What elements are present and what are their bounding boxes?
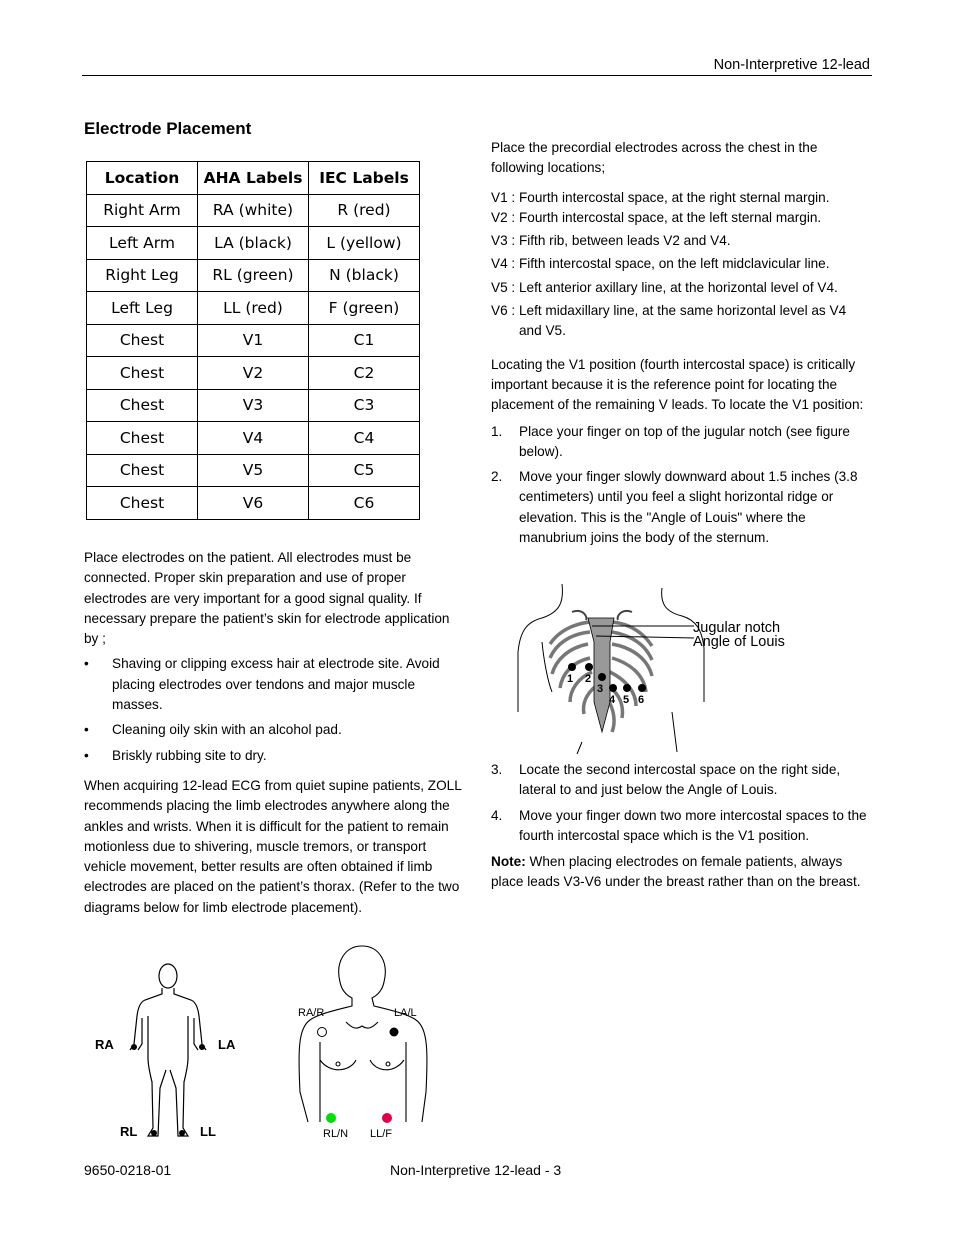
- table-row: [87, 259, 420, 292]
- table-row: [87, 454, 420, 487]
- note-paragraph: [491, 852, 871, 893]
- prep-paragraph: Place electrodes on the patient. All electrodes must be connected. Proper skin preparation and use of proper electrodes are very important for a good signal quality. If necessary prepare the patient’s skin for electrode application by ;: [84, 550, 450, 647]
- lead-point-label: 1: [567, 673, 574, 685]
- steps-list-a: [491, 422, 871, 549]
- step-number: 4.: [491, 807, 503, 823]
- table-cell: LA (black): [198, 227, 309, 260]
- list-item: [491, 760, 871, 801]
- step-text: Place your finger on top of the jugular notch (see figure below).: [519, 423, 850, 459]
- table-cell: Chest: [87, 487, 198, 520]
- list-item: V3 : Fifth rib, between leads V2 and V4.: [491, 233, 731, 249]
- limb-paragraph: When acquiring 12-lead ECG from quiet supine patients, ZOLL recommends placing the limb electrodes anywhere along the ankles and wrists. When it is difficult for the patient to remain motionless due to shivering, muscle tremors, or transport vehicle movement, better results are often obtained if limb electrodes are placed on the patient’s thorax. (Refer to the two diagrams below for limb electrode placement).: [84, 777, 462, 915]
- limb-label-ll: LL: [200, 1124, 216, 1139]
- table-cell: R (red): [309, 194, 420, 227]
- table-cell: LL (red): [198, 292, 309, 325]
- limb-label-la: LA: [218, 1037, 236, 1052]
- footer-doc-number: 9650-0218-01: [84, 1162, 172, 1178]
- step-text: Move your finger down two more intercostal spaces to the fourth intercostal space which is the V1 position.: [519, 807, 867, 843]
- table-cell: Left Leg: [87, 292, 198, 325]
- table-cell: C6: [309, 487, 420, 520]
- table-cell: Chest: [87, 357, 198, 390]
- step-number: 1.: [491, 423, 503, 439]
- step-text: Move your finger slowly downward about 1.5 inches (3.8 centimeters) until you feel a slight horizontal ridge or elevation. This is the "Angle of Louis" where the manubrium joins the body of the sternum.: [519, 469, 858, 546]
- limb-placement-diagram: [90, 958, 250, 1148]
- table-cell: V1: [198, 324, 309, 357]
- table-cell: F (green): [309, 292, 420, 325]
- limb-label-rl: RL: [120, 1124, 138, 1139]
- list-item: • Shaving or clipping excess hair at electrode site. Avoid placing electrodes over tendons and major muscle masses.: [84, 654, 464, 715]
- table-cell: Left Arm: [87, 227, 198, 260]
- table-cell: C2: [309, 357, 420, 390]
- table-cell: N (black): [309, 259, 420, 292]
- list-item: • Briskly rubbing site to dry.: [84, 746, 464, 766]
- list-item-continued: and V5.: [519, 323, 566, 339]
- table-cell: Right Arm: [87, 194, 198, 227]
- lead-point-label: 3: [597, 683, 604, 695]
- list-item: V2 : Fourth intercostal space, at the left sternal margin.: [491, 209, 822, 225]
- torso-label-la: LA/L: [394, 1007, 417, 1019]
- step-number: 3.: [491, 762, 503, 777]
- list-item: [491, 467, 871, 548]
- torso-placement-diagram: [290, 942, 435, 1142]
- prep-list: [84, 654, 464, 765]
- table-row: [87, 292, 420, 325]
- electrode-table: [86, 161, 420, 520]
- table-cell: Chest: [87, 422, 198, 455]
- table-cell: RL (green): [198, 259, 309, 292]
- table-row: [87, 487, 420, 520]
- note-text: When placing electrodes on female patients, always place leads V3-V6 under the breast rather than on the breast.: [491, 854, 861, 890]
- table-cell: L (yellow): [309, 227, 420, 260]
- precordial-intro: Place the precordial electrodes across the chest in the following locations;: [491, 140, 818, 176]
- table-cell: Right Leg: [87, 259, 198, 292]
- header-rule: [82, 75, 872, 76]
- table-row: [87, 357, 420, 390]
- list-item: [491, 806, 871, 847]
- v-lead-list: [491, 188, 871, 342]
- footer-page-label: Non-Interpretive 12-lead - 3: [390, 1162, 562, 1178]
- section-title: Electrode Placement: [84, 119, 252, 138]
- left-column: [84, 548, 464, 918]
- table-row: [87, 422, 420, 455]
- note-label: Note:: [491, 854, 526, 870]
- jugular-notch-label: Jugular notch: [693, 620, 781, 636]
- table-cell: V5: [198, 454, 309, 487]
- lead-point-label: 6: [638, 694, 645, 706]
- torso-label-ra: RA/R: [298, 1007, 325, 1019]
- table-cell: Chest: [87, 389, 198, 422]
- table-cell: Chest: [87, 454, 198, 487]
- table-header: Location: [87, 162, 198, 195]
- lead-point-label: 2: [585, 673, 592, 685]
- header-title: Non-Interpretive 12-lead: [713, 57, 870, 73]
- table-row: [87, 227, 420, 260]
- step-number: 2.: [491, 469, 503, 485]
- list-item: V4 : Fifth intercostal space, on the left midclavicular line.: [491, 256, 830, 272]
- locating-paragraph: Locating the V1 position (fourth intercostal space) is critically important because it is the reference point for locating the placement of the remaining V leads. To locate the V1 position:: [491, 356, 864, 413]
- lead-point-label: 5: [623, 694, 630, 706]
- list-item: V6 : Left midaxillary line, at the same horizontal level as V4: [491, 303, 847, 319]
- limb-label-ra: RA: [95, 1037, 114, 1052]
- list-item: • Cleaning oily skin with an alcohol pad.: [84, 720, 464, 740]
- table-cell: V6: [198, 487, 309, 520]
- list-item: V5 : Left anterior axillary line, at the horizontal level of V4.: [491, 279, 838, 295]
- table-row: [87, 194, 420, 227]
- table-cell: RA (white): [198, 194, 309, 227]
- right-column-lower: [491, 760, 871, 893]
- table-cell: C5: [309, 454, 420, 487]
- table-cell: C3: [309, 389, 420, 422]
- step-text: Locate the second intercostal space on the right side, lateral to and just below the Angle of Louis.: [519, 762, 841, 798]
- list-item: V1 : Fourth intercostal space, at the right sternal margin.: [491, 189, 830, 205]
- right-column: [491, 138, 871, 553]
- table-header: AHA Labels: [198, 162, 309, 195]
- lead-point-label: 4: [609, 694, 616, 706]
- torso-label-ll: LL/F: [370, 1128, 393, 1140]
- table-cell: Chest: [87, 324, 198, 357]
- torso-label-rl: RL/N: [323, 1128, 349, 1140]
- table-cell: V3: [198, 389, 309, 422]
- table-cell: V4: [198, 422, 309, 455]
- table-cell: C4: [309, 422, 420, 455]
- angle-of-louis-label: Angle of Louis: [693, 634, 785, 650]
- table-header: IEC Labels: [309, 162, 420, 195]
- table-cell: V2: [198, 357, 309, 390]
- list-item: [491, 422, 871, 463]
- steps-list-b: [491, 760, 871, 846]
- table-cell: C1: [309, 324, 420, 357]
- table-header-row: [87, 162, 420, 195]
- table-row: [87, 324, 420, 357]
- table-row: [87, 389, 420, 422]
- chest-landmark-diagram: [512, 582, 802, 754]
